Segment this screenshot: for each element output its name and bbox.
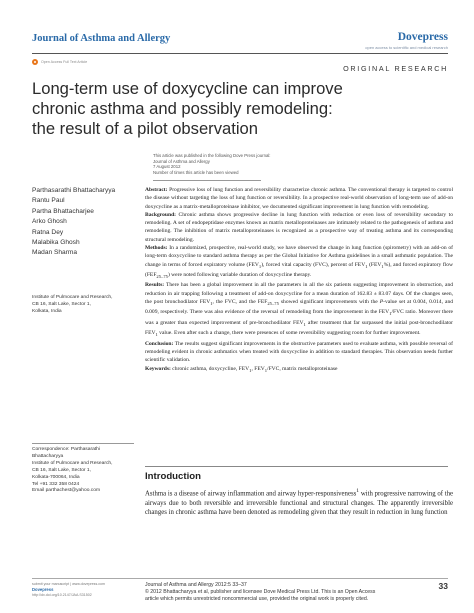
footer-brand: Dovepress: [32, 587, 54, 593]
author-name: Arko Ghosh: [32, 218, 67, 226]
conclusion-paragraph: Conclusion: The results suggest significant improvements in the obstructive parameters used to evaluate asthma, with possible reversal of remodeling evident in chronic asthmatics when treated with doxycycline in addition to standard therapies. This observation needs further scientific validation.: [145, 340, 453, 364]
affiliation-line: Institute of Pulmocare and Research,: [32, 295, 113, 300]
results-paragraph: Results: There has been a global improvement in all the parameters in all the six patients suggesting improvement in obstruction, and reduction in air trapping following a treatment of add-on doxycycline for a mean duration of 162.83 ± 83.07 days. Of the changes seen, the post bronchodilator $FEV_1$, the FVC, and the $FEF_{25-75}$ showed significant improvements with the P-value set at 0.004, 0.014, and 0.009, respectively. There was also evidence of the reversal of remodeling from the improvement in the $FEV_1$/FVC ratio. Moreover there was a greater than expected improvement of pre-bronchodilator $FEV_1$ after treatment that far surpassed the initial post-bronchodilator $FEV_1$ value. Even after such a change, there were presences of some reversibility suggesting room for further improvement.: [145, 282, 453, 338]
correspondence-email[interactable]: Email parthachest@yahoo.com: [32, 488, 101, 494]
pubinfo-views: Number of times this article has been viewed: [153, 169, 239, 175]
author-list: [32, 186, 115, 259]
correspondence-line: Kolkata-700064, India: [32, 474, 80, 480]
dovepress-url[interactable]: | www.dovepress.com: [70, 582, 106, 586]
abstract: [145, 186, 453, 375]
keywords-paragraph: Keywords: chronic asthma, doxycycline, $FEV_1$, $FEV_1$/FVC, matrix metalloproteinase: [145, 365, 338, 373]
header-divider: [32, 53, 448, 54]
submit-manuscript-link[interactable]: submit your manuscript: [32, 582, 70, 586]
correspondence-line: Institute of Pulmocare and Research,: [32, 460, 113, 466]
results-label: Results:: [145, 282, 165, 289]
background-label: Background:: [145, 211, 177, 218]
affiliation: [32, 294, 112, 315]
pubinfo-divider: [153, 180, 261, 181]
author-name: Rantu Paul: [32, 197, 65, 205]
correspondence: [32, 447, 112, 495]
article-type: ORIGINAL RESEARCH: [343, 64, 448, 73]
pubinfo-journal: Journal of Asthma and Allergy: [153, 158, 210, 164]
footer-submit: [32, 582, 105, 598]
title-line: chronic asthma and possibly remodeling:: [32, 99, 333, 118]
author-name: Partha Bhattacharjee: [32, 207, 94, 215]
introduction-heading: Introduction: [145, 471, 201, 482]
open-access-label: Open Access Full Text Article: [41, 60, 88, 64]
footer-citation: [145, 582, 425, 602]
correspondence-line: Bhattacharyya: [32, 453, 64, 459]
methods-paragraph: Methods: In a randomized, prospective, real-world study, we have observed the change in lung function (spirometry) with an add-on of long-term doxycycline to standard asthma therapy as per the Global Initiative for Asthma guidelines in a small asthmatic population. The change in terms of forced expiratory volume $(FEV_1)$, forced vital capacity (FVC), percent of $FEV_1$ $(FEV_1\%)$, and forced expiratory flow $(FEF_{25-75})$ were noted following variable duration of doxycycline therapy.: [145, 245, 453, 280]
abstract-label: Abstract:: [145, 187, 168, 193]
citation-superscript: 1: [356, 488, 360, 494]
copyright-line: article which permits unrestricted noncommercial use, provided the original work is properly cited.: [145, 595, 369, 602]
author-name: Malabika Ghosh: [32, 239, 80, 247]
introduction-divider: [145, 466, 448, 467]
copyright-line: © 2012 Bhattacharyya et al, publisher and licensee Dove Medical Press Ltd. This is an Open Access: [145, 588, 376, 595]
journal-name: Journal of Asthma and Allergy: [32, 33, 171, 44]
pubinfo-line: This article was published in the following Dove Press journal:: [153, 153, 271, 158]
publisher-logo: Dovepress: [397, 31, 448, 43]
article-title: [32, 79, 452, 139]
correspondence-line: CB 16, Salt Lake, Sector 1,: [32, 467, 91, 473]
open-access-icon: [32, 59, 38, 65]
publication-info: [153, 153, 271, 175]
correspondence-line: Correspondence: Parthasarathi: [32, 447, 100, 452]
title-line: Long-term use of doxycycline can improve: [32, 79, 343, 98]
publisher-tagline: open access to scientific and medical research: [365, 45, 448, 50]
citation-line: Journal of Asthma and Allergy 2012:5 33–37: [145, 582, 247, 588]
footer-divider: [32, 578, 448, 579]
pubinfo-date: 7 August 2012: [153, 164, 181, 170]
author-name: Madan Sharma: [32, 249, 78, 257]
affiliation-line: Kolkata, India: [32, 309, 62, 314]
open-access-badge: [32, 59, 87, 65]
abstract-paragraph: Abstract: Progressive loss of lung function and reversibility characterize chronic asthma. The conventional therapy is targeted to control the disease without targeting the loss of lung function or reversibility. In a prospective real-world observation of long-term use of add-on doxycycline as a matrix-metalloproteinase inhibitor, we documented significant improvement in lung function with remodeling.: [145, 187, 454, 210]
background-paragraph: Background: Chronic asthma shows progressive decline in lung function with reduction or even loss of reversibility secondary to remodeling. A set of endopeptidase enzymes known as matrix metalloproteinases are intimately related to the pathogenesis of asthma and remodeling. The inhibition of matrix metalloproteinases is recognized as a prospective way of treating asthma and its corresponding structural remodeling.: [145, 211, 453, 243]
correspondence-divider: [32, 443, 134, 444]
introduction-text: Asthma is a disease of airway inflammation and airway hyper-responsiveness$^1$ with progressive narrowing of the airways due to both reversible and irreversible functional and structural changes. The apparently irreversible changes in chronic asthma have been denoted as remodeling given that they result in reduction in lung function: [145, 488, 454, 517]
affiliation-line: CB 16, Salt Lake, Sector 1,: [32, 302, 91, 307]
title-line: the result of a pilot observation: [32, 119, 258, 138]
methods-label: Methods:: [145, 245, 168, 252]
conclusion-label: Conclusion:: [145, 340, 174, 347]
doi-link[interactable]: http://dx.doi.org/10.2147/JAA.S31502: [32, 592, 92, 597]
correspondence-phone: Tel +91 332 358 0424: [32, 481, 80, 487]
author-name: Ratna Dey: [32, 228, 64, 236]
author-name: Parthasarathi Bhattacharyya: [32, 187, 116, 194]
page-number: 33: [438, 581, 448, 591]
keywords-label: Keywords:: [145, 365, 171, 372]
